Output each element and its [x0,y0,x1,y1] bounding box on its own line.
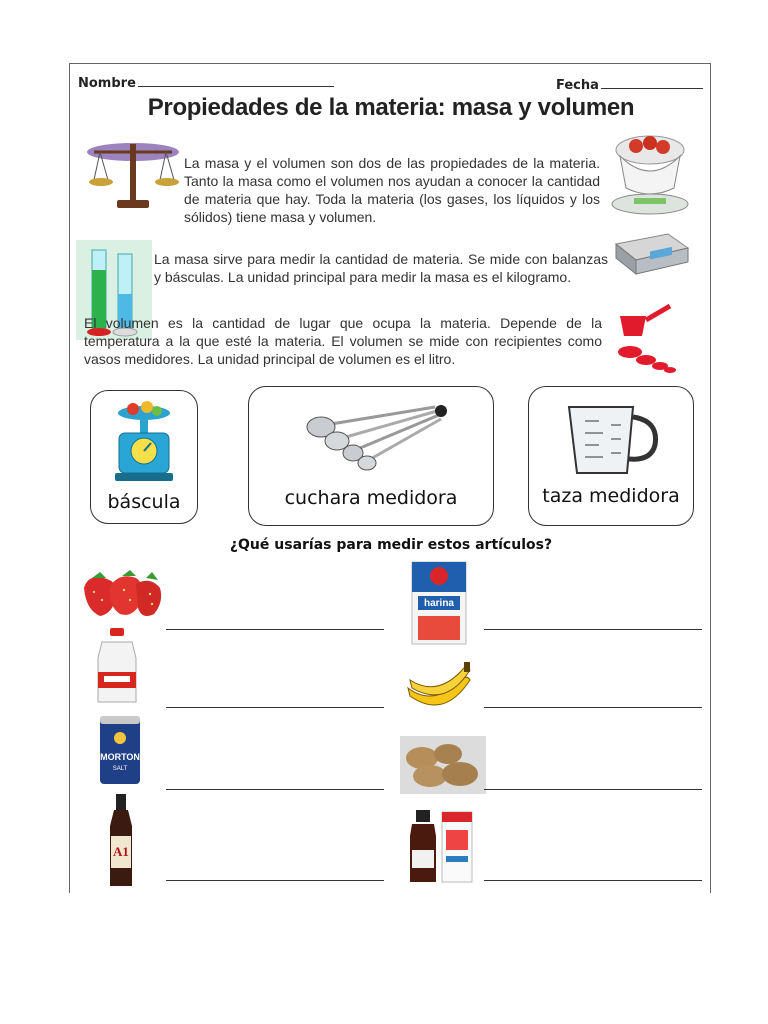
answer-line-bananas[interactable] [484,707,702,708]
potatoes-icon [400,736,486,794]
salt-sub-label: SALT [112,766,128,772]
answer-line-medicine[interactable] [484,880,702,881]
flour-bag-icon [410,560,468,646]
kitchen-scale-icon [608,126,694,218]
answer-line-potatoes[interactable] [484,789,702,790]
card-bascula [90,390,198,524]
paragraph-masa-volumen: La masa y el volumen son dos de las propiedades de la materia. Tanto la masa como el volumen nos ayudan a conocer la cantidad de materia que hay. Toda la materia (los gases, los líquidos y los sólidos) tiene masa y volumen. [184,155,600,225]
measuring-cup-icon [563,401,663,479]
date-field[interactable]: Fecha [556,78,703,93]
worksheet [69,63,711,893]
name-field[interactable]: Nombre [78,76,334,91]
milk-jug-icon [94,628,140,706]
red-measuring-cups-icon [612,302,678,382]
balance-scale-icon [84,136,182,216]
strawberries-icon [80,570,164,620]
card-taza-medidora [528,386,694,526]
answer-line-flour[interactable] [484,629,702,630]
paragraph-masa: La masa sirve para medir la cantidad de materia. Se mide con balanzas y básculas. La unidad principal para medir la masa es el kilogramo. [154,251,608,285]
card-label-cuchara-medidora: cuchara medidora [284,487,458,509]
card-label-bascula: báscula [107,491,181,513]
question-heading: ¿Qué usarías para medir estos artículos? [229,537,553,553]
salt-brand-label: MORTON [100,752,140,762]
sauce-brand-label: A1 [113,844,129,859]
digital-scale-icon [610,230,692,284]
bascula-icon [111,401,177,487]
card-cuchara-medidora [248,386,494,526]
flour-label: harina [423,598,455,609]
bananas-icon [404,658,476,716]
measuring-spoons-icon [305,399,455,473]
paragraph-volumen: El volumen es la cantidad de lugar que ocupa la materia. Depende de la temperatura a la que esté la materia. El volumen se mide con recipientes como vasos medidores. La unidad principal de volumen es el litro. [84,315,602,367]
salt-container-icon [98,714,142,786]
card-label-taza-medidora: taza medidora [542,485,680,507]
medicine-bottle-icon [408,808,476,884]
answer-line-salt[interactable] [166,789,384,790]
answer-line-milk[interactable] [166,707,384,708]
page-title: Propiedades de la materia: masa y volumen [147,94,635,121]
answer-line-strawberries[interactable] [166,629,384,630]
answer-line-sauce[interactable] [166,880,384,881]
steak-sauce-bottle-icon [106,794,136,888]
